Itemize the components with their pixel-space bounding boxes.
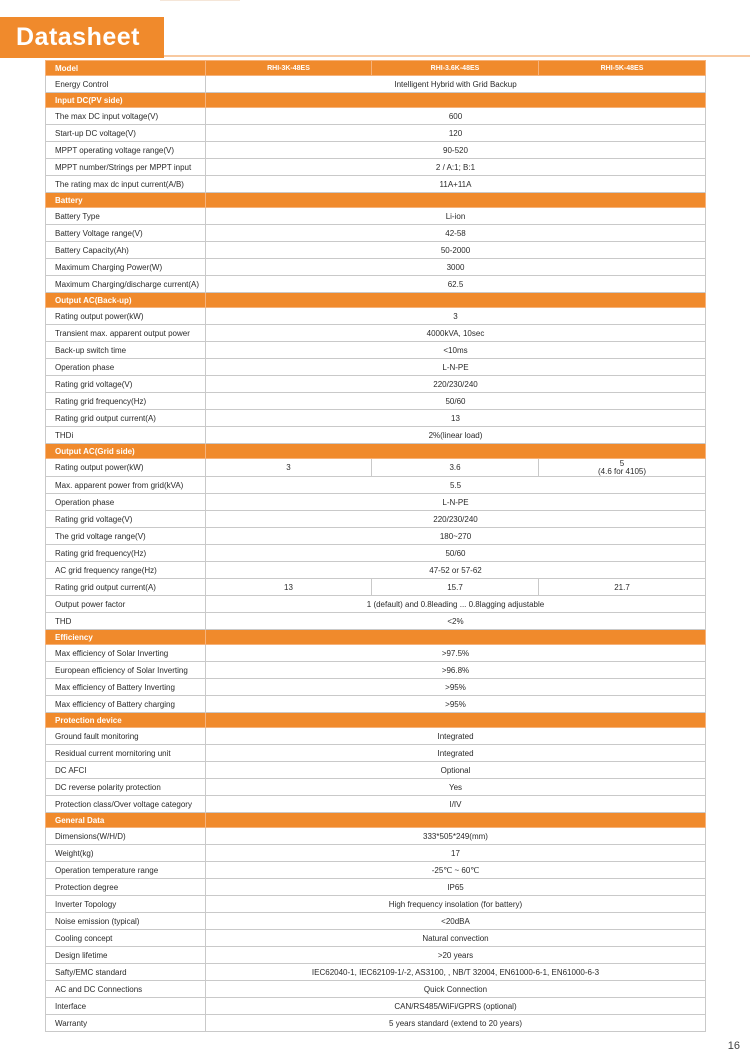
- table-row: [46, 459, 706, 477]
- row-label: Dimensions(W/H/D): [46, 828, 206, 845]
- table-row: [46, 325, 706, 342]
- table-row: [46, 613, 706, 630]
- row-value: I/IV: [206, 796, 706, 813]
- table-row: [46, 662, 706, 679]
- row-value: 4000kVA, 10sec: [206, 325, 706, 342]
- table-row: [46, 410, 706, 427]
- section-header-fill: [206, 630, 706, 645]
- section-header-fill: [206, 93, 706, 108]
- table-row: [46, 930, 706, 947]
- table-row: [46, 393, 706, 410]
- row-label: Weight(kg): [46, 845, 206, 862]
- row-label: Back-up switch time: [46, 342, 206, 359]
- row-label: Operation phase: [46, 494, 206, 511]
- row-value: 50/60: [206, 393, 706, 410]
- row-label: Operation temperature range: [46, 862, 206, 879]
- table-row: [46, 142, 706, 159]
- row-value: 47-52 or 57-62: [206, 562, 706, 579]
- row-value: 21.7: [539, 579, 706, 596]
- row-value: 2%(linear load): [206, 427, 706, 444]
- row-label: Interface: [46, 998, 206, 1015]
- table-row: [46, 376, 706, 393]
- table-row: [46, 259, 706, 276]
- section-title: Output AC(Back-up): [46, 293, 206, 308]
- value-note: (4.6 for 4105): [597, 467, 647, 476]
- section-header: [46, 93, 706, 108]
- section-header: [46, 444, 706, 459]
- row-value: 42-58: [206, 225, 706, 242]
- row-label: Rating grid output current(A): [46, 579, 206, 596]
- row-value: Integrated: [206, 728, 706, 745]
- row-label: THDi: [46, 427, 206, 444]
- table-row: [46, 879, 706, 896]
- row-label: Max efficiency of Battery charging: [46, 696, 206, 713]
- table-row: [46, 125, 706, 142]
- row-label: Output power factor: [46, 596, 206, 613]
- row-label: Inverter Topology: [46, 896, 206, 913]
- section-header: [46, 630, 706, 645]
- row-value: 13: [206, 410, 706, 427]
- row-label: Residual current mornitoring unit: [46, 745, 206, 762]
- row-value: 15.7: [372, 579, 539, 596]
- table-row: [46, 477, 706, 494]
- row-value: 3000: [206, 259, 706, 276]
- table-row: [46, 208, 706, 225]
- table-row: [46, 696, 706, 713]
- row-label: The grid voltage range(V): [46, 528, 206, 545]
- table-row: [46, 947, 706, 964]
- row-label: THD: [46, 613, 206, 630]
- model-name: RHI-5K-48ES: [539, 61, 706, 76]
- row-value: Natural convection: [206, 930, 706, 947]
- row-value: >20 years: [206, 947, 706, 964]
- row-value: >96.8%: [206, 662, 706, 679]
- row-label: Design lifetime: [46, 947, 206, 964]
- row-value: <20dBA: [206, 913, 706, 930]
- table-row: [46, 308, 706, 325]
- table-row: [46, 728, 706, 745]
- row-value: 50-2000: [206, 242, 706, 259]
- row-label: European efficiency of Solar Inverting: [46, 662, 206, 679]
- row-label: MPPT operating voltage range(V): [46, 142, 206, 159]
- row-label: Protection degree: [46, 879, 206, 896]
- row-value: 50/60: [206, 545, 706, 562]
- row-label: Protection class/Over voltage category: [46, 796, 206, 813]
- row-label: Start-up DC voltage(V): [46, 125, 206, 142]
- table-row: [46, 427, 706, 444]
- row-label: Operation phase: [46, 359, 206, 376]
- row-value: 333*505*249(mm): [206, 828, 706, 845]
- table-row: [46, 762, 706, 779]
- row-value: L-N-PE: [206, 494, 706, 511]
- row-value: Yes: [206, 779, 706, 796]
- row-label: MPPT number/Strings per MPPT input: [46, 159, 206, 176]
- table-row: [46, 545, 706, 562]
- table-row: [46, 981, 706, 998]
- table-row: [46, 828, 706, 845]
- row-value: 220/230/240: [206, 511, 706, 528]
- title-underline: [164, 55, 750, 57]
- page-title: Datasheet: [0, 17, 164, 58]
- section-title: Battery: [46, 193, 206, 208]
- table-row: [46, 159, 706, 176]
- row-label: Maximum Charging Power(W): [46, 259, 206, 276]
- row-value: Optional: [206, 762, 706, 779]
- datasheet-table: [45, 60, 706, 1032]
- row-value: 220/230/240: [206, 376, 706, 393]
- table-row: [46, 242, 706, 259]
- table-row: [46, 645, 706, 662]
- table-row: [46, 845, 706, 862]
- table-row: [46, 511, 706, 528]
- row-value: L-N-PE: [206, 359, 706, 376]
- row-value: >97.5%: [206, 645, 706, 662]
- row-value: 3: [206, 459, 372, 477]
- table-row: [46, 1015, 706, 1032]
- row-value: <10ms: [206, 342, 706, 359]
- model-name: RHI-3K-48ES: [206, 61, 372, 76]
- row-value: CAN/RS485/WiFi/GPRS (optional): [206, 998, 706, 1015]
- page-number: 16: [727, 1040, 740, 1052]
- section-header-fill: [206, 293, 706, 308]
- model-name: RHI-3.6K-48ES: [372, 61, 539, 76]
- row-label: Safty/EMC standard: [46, 964, 206, 981]
- model-label: Model: [46, 61, 206, 76]
- section-title: Efficiency: [46, 630, 206, 645]
- row-label: Battery Capacity(Ah): [46, 242, 206, 259]
- table-row: [46, 579, 706, 596]
- row-label: Max efficiency of Battery Inverting: [46, 679, 206, 696]
- section-header: [46, 713, 706, 728]
- table-row: [46, 76, 706, 93]
- row-value: 5.5: [206, 477, 706, 494]
- row-value: [539, 459, 706, 477]
- row-label: AC grid frequency range(Hz): [46, 562, 206, 579]
- section-header-fill: [206, 813, 706, 828]
- row-label: Rating grid voltage(V): [46, 376, 206, 393]
- table-row: [46, 359, 706, 376]
- stacked-value: [598, 459, 646, 476]
- table-row: [46, 225, 706, 242]
- row-value: High frequency insolation (for battery): [206, 896, 706, 913]
- value-main: 5: [619, 459, 625, 468]
- row-value: <2%: [206, 613, 706, 630]
- row-value: Quick Connection: [206, 981, 706, 998]
- row-label: Warranty: [46, 1015, 206, 1032]
- table-row: [46, 562, 706, 579]
- row-label: The max DC input voltage(V): [46, 108, 206, 125]
- row-value: >95%: [206, 679, 706, 696]
- row-value: Li-ion: [206, 208, 706, 225]
- row-label: Rating output power(kW): [46, 459, 206, 477]
- row-label: Maximum Charging/discharge current(A): [46, 276, 206, 293]
- table-row: [46, 796, 706, 813]
- table-row: [46, 862, 706, 879]
- top-decor-line: [160, 0, 240, 1]
- row-value: 17: [206, 845, 706, 862]
- model-header-row: [46, 61, 706, 76]
- row-label: Max. apparent power from grid(kVA): [46, 477, 206, 494]
- section-header: [46, 813, 706, 828]
- row-value: 600: [206, 108, 706, 125]
- table-row: [46, 896, 706, 913]
- row-value: 5 years standard (extend to 20 years): [206, 1015, 706, 1032]
- section-title: General Data: [46, 813, 206, 828]
- table-row: [46, 494, 706, 511]
- table-row: [46, 745, 706, 762]
- section-header-fill: [206, 444, 706, 459]
- row-label: Rating grid output current(A): [46, 410, 206, 427]
- row-value: Integrated: [206, 745, 706, 762]
- table-row: [46, 964, 706, 981]
- table-row: [46, 276, 706, 293]
- section-header: [46, 293, 706, 308]
- row-value: -25℃ ~ 60℃: [206, 862, 706, 879]
- row-label: Transient max. apparent output power: [46, 325, 206, 342]
- table-row: [46, 342, 706, 359]
- section-header-fill: [206, 193, 706, 208]
- row-label: Ground fault monitoring: [46, 728, 206, 745]
- table-row: [46, 108, 706, 125]
- table-row: [46, 779, 706, 796]
- row-label: Rating grid voltage(V): [46, 511, 206, 528]
- row-label: DC AFCI: [46, 762, 206, 779]
- row-label: Noise emission (typical): [46, 913, 206, 930]
- row-value: 90-520: [206, 142, 706, 159]
- row-label: Max efficiency of Solar Inverting: [46, 645, 206, 662]
- row-label: Rating output power(kW): [46, 308, 206, 325]
- row-value: IEC62040-1, IEC62109-1/-2, AS3100, , NB/T 32004, EN61000-6-1, EN61000-6-3: [206, 964, 706, 981]
- table-row: [46, 679, 706, 696]
- section-header: [46, 193, 706, 208]
- row-label: The rating max dc input current(A/B): [46, 176, 206, 193]
- row-value: 13: [206, 579, 372, 596]
- table-row: [46, 998, 706, 1015]
- row-value: IP65: [206, 879, 706, 896]
- row-label: Rating grid frequency(Hz): [46, 393, 206, 410]
- row-value: 120: [206, 125, 706, 142]
- table-row: [46, 528, 706, 545]
- section-title: Protection device: [46, 713, 206, 728]
- row-value: 2 / A:1; B:1: [206, 159, 706, 176]
- row-value: 11A+11A: [206, 176, 706, 193]
- row-value: 1 (default) and 0.8leading ... 0.8lagging adjustable: [206, 596, 706, 613]
- row-label: DC reverse polarity protection: [46, 779, 206, 796]
- row-value: 3: [206, 308, 706, 325]
- row-label: Rating grid frequency(Hz): [46, 545, 206, 562]
- row-value: 180~270: [206, 528, 706, 545]
- section-title: Input DC(PV side): [46, 93, 206, 108]
- row-value: 62.5: [206, 276, 706, 293]
- row-label: Battery Voltage range(V): [46, 225, 206, 242]
- row-label: Battery Type: [46, 208, 206, 225]
- row-label: Energy Control: [46, 76, 206, 93]
- row-value: 3.6: [372, 459, 539, 477]
- row-value: >95%: [206, 696, 706, 713]
- table-row: [46, 913, 706, 930]
- section-title: Output AC(Grid side): [46, 444, 206, 459]
- table-row: [46, 596, 706, 613]
- row-value: Intelligent Hybrid with Grid Backup: [206, 76, 706, 93]
- section-header-fill: [206, 713, 706, 728]
- row-label: AC and DC Connections: [46, 981, 206, 998]
- row-label: Cooling concept: [46, 930, 206, 947]
- table-row: [46, 176, 706, 193]
